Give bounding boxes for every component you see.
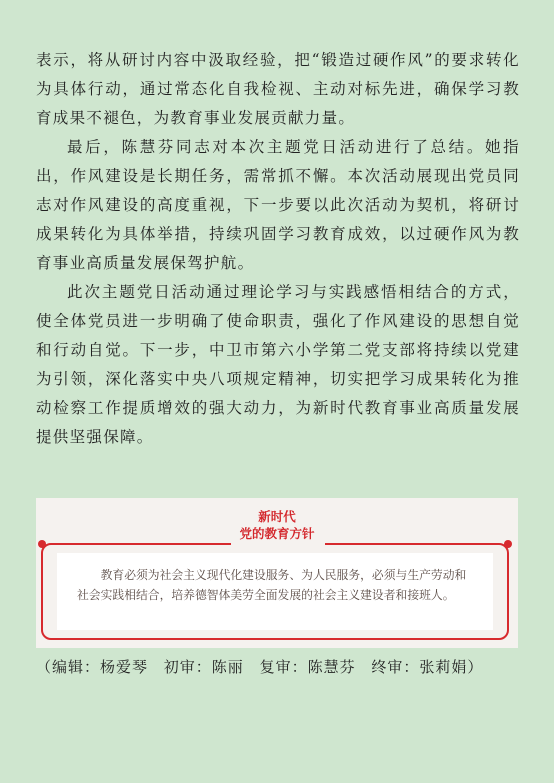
credit-second-review: 复审：陈慧芬 xyxy=(259,658,356,676)
frame-title-gap xyxy=(231,541,325,547)
callout-frame xyxy=(41,543,509,640)
left-dot-icon xyxy=(38,540,46,548)
editorial-credits xyxy=(36,655,520,679)
credit-first-review: 初审：陈丽 xyxy=(163,658,244,676)
credit-editor: （编辑：杨爱琴 xyxy=(36,658,149,676)
article-body xyxy=(36,46,520,452)
callout-body xyxy=(57,553,493,630)
paragraph-2: 最后，陈慧芬同志对本次主题党日活动进行了总结。她指出，作风建设是长期任务，需常抓不懈。本次活动展现出党员同志对作风建设的高度重视，下一步要以此次活动为契机，将研讨成果转化为具体举措，持续巩固学习教育成效，以过硬作风为教育事业高质量发展保驾护航。 xyxy=(36,138,520,272)
right-dot-icon xyxy=(504,540,512,548)
credit-final-review: 终审：张莉娟） xyxy=(371,658,484,676)
education-policy-callout xyxy=(36,498,518,648)
callout-text: 教育必须为社会主义现代化建设服务、为人民服务，必须与生产劳动和社会实践相结合，培养德智体美劳全面发展的社会主义建设者和接班人。 xyxy=(77,568,467,602)
callout-title-line-2: 党的教育方针 xyxy=(239,526,315,541)
callout-title xyxy=(36,508,518,542)
paragraph-1: 表示，将从研讨内容中汲取经验，把“锻造过硬作风”的要求转化为具体行动，通过常态化自我检视、主动对标先进，确保学习教育成果不褪色，为教育事业发展贡献力量。 xyxy=(36,51,520,127)
callout-title-line-1: 新时代 xyxy=(258,509,296,524)
paragraph-3: 此次主题党日活动通过理论学习与实践感悟相结合的方式，使全体党员进一步明确了使命职责，强化了作风建设的思想自觉和行动自觉。下一步，中卫市第六小学第二党支部将持续以党建为引领，深化落实中央八项规定精神，切实把学习成果转化为推动检察工作提质增效的强大动力，为新时代教育事业高质量发展提供坚强保障。 xyxy=(36,283,520,446)
